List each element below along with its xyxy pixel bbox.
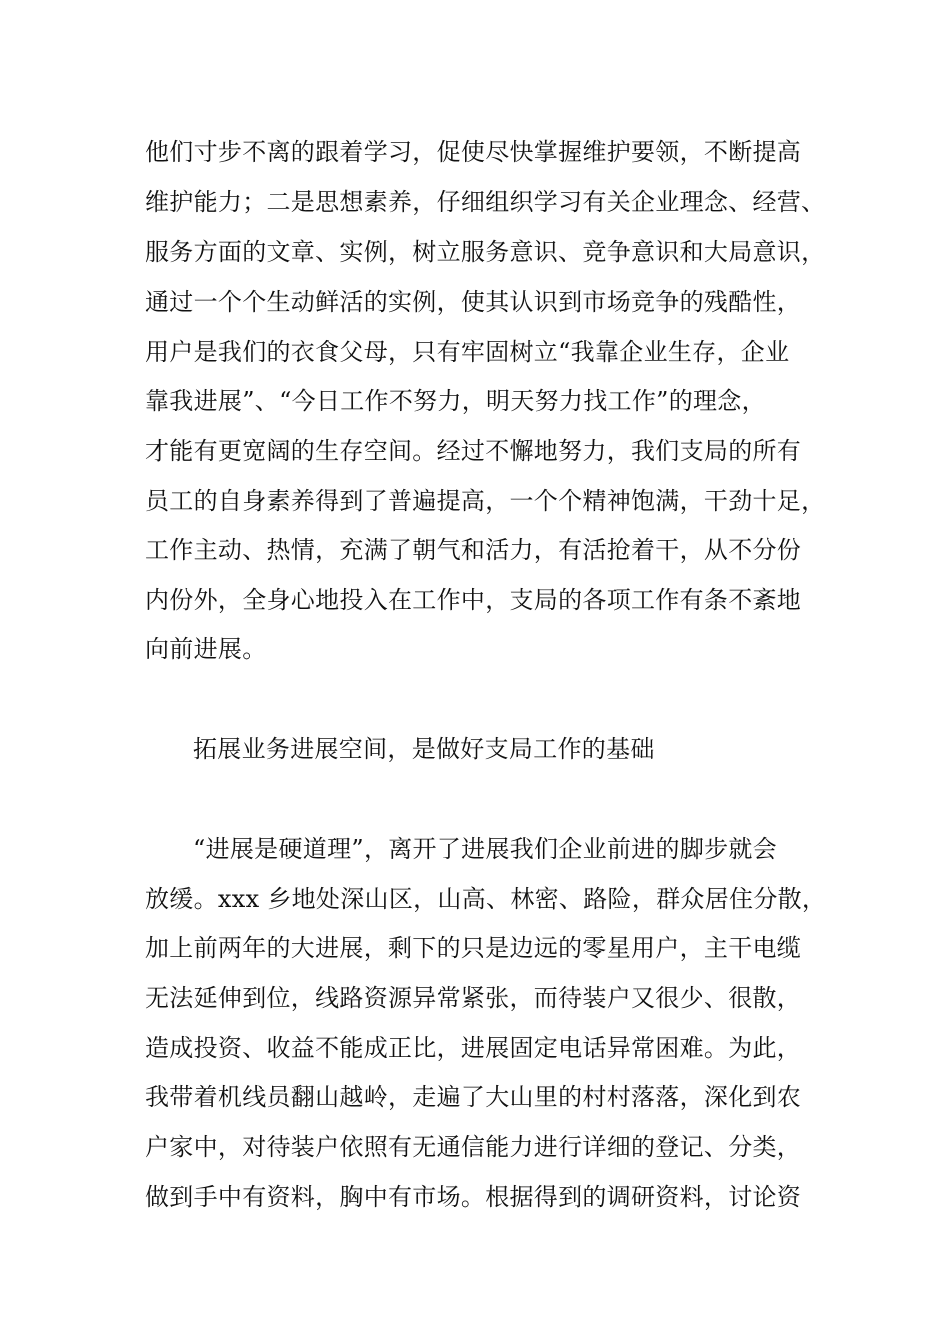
paragraph-1-line-7: 才能有更宽阔的生存空间。经过不懈地努力，我们支局的所有	[145, 437, 802, 465]
paragraph-1-line-1: 他们寸步不离的跟着学习，促使尽快掌握维护要领，不断提高	[145, 138, 802, 166]
paragraph-1-line-5: 用户是我们的衣食父母，只有牢固树立“我靠企业生存，企业	[145, 338, 790, 366]
paragraph-2-line-4: 无法延伸到位，线路资源异常紧张，而待装户又很少、很散，	[145, 984, 802, 1012]
paragraph-2-line-7: 户家中，对待装户依照有无通信能力进行详细的登记、分类，	[145, 1133, 802, 1161]
paragraph-1-line-8: 员工的自身素养得到了普遍提高，一个个精神饱满，干劲十足，	[145, 487, 826, 515]
paragraph-1-line-10: 内份外，全身心地投入在工作中，支局的各项工作有条不紊地	[145, 586, 802, 614]
paragraph-2-line-3: 加上前两年的大进展，剩下的只是边远的零星用户，主干电缆	[145, 934, 802, 962]
paragraph-1-line-6: 靠我进展”、“今日工作不努力，明天努力找工作”的理念，	[145, 387, 766, 415]
paragraph-2-line-5: 造成投资、收益不能成正比，进展固定电话异常困难。为此，	[145, 1034, 802, 1062]
paragraph-2-line-1: “进展是硬道理”，离开了进展我们企业前进的脚步就会	[193, 835, 778, 863]
paragraph-1-line-4: 通过一个个生动鲜活的实例，使其认识到市场竞争的残酷性，	[145, 288, 802, 316]
paragraph-2-line-8: 做到手中有资料，胸中有市场。根据得到的调研资料，讨论资	[145, 1183, 802, 1211]
section-heading: 拓展业务进展空间，是做好支局工作的基础	[193, 735, 655, 763]
paragraph-1-line-2: 维护能力；二是思想素养，仔细组织学习有关企业理念、经营、	[145, 188, 826, 216]
paragraph-1-line-9: 工作主动、热情，充满了朝气和活力，有活抢着干，从不分份	[145, 536, 802, 564]
paragraph-1-line-3: 服务方面的文章、实例，树立服务意识、竞争意识和大局意识，	[145, 238, 826, 266]
paragraph-2-line-6: 我带着机线员翻山越岭，走遍了大山里的村村落落，深化到农	[145, 1083, 802, 1111]
paragraph-2-line-2: 放缓。xxx 乡地处深山区，山高、林密、路险，群众居住分散，	[145, 885, 827, 913]
paragraph-1-line-11: 向前进展。	[145, 635, 267, 663]
